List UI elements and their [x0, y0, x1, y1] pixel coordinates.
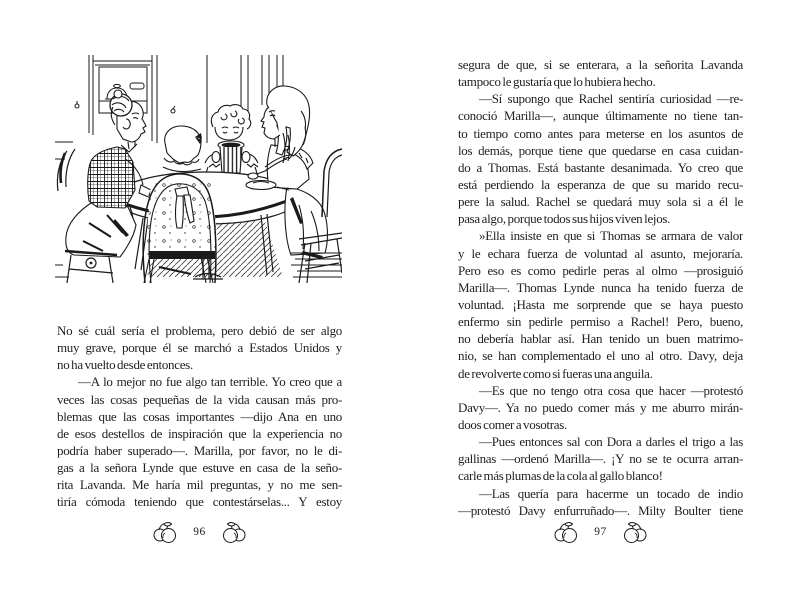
text-line: to tiempo como antes para meterse en los asuntos de	[458, 125, 743, 141]
illustration-family-dinner-table	[55, 55, 342, 283]
text-line: segura de que, si se enterara, a la señorita Lavanda	[458, 57, 743, 72]
text-line: tampoco le gustaría que lo hubiera hecho.	[458, 74, 656, 90]
twin-apples-icon	[622, 520, 649, 544]
text-line: voluntad. ¡Hasta me sorprende que se haya puesto	[458, 296, 743, 312]
twin-apples-icon	[552, 520, 579, 544]
text-line: »Ella insiste en que si Thomas se armara de valor	[479, 228, 743, 244]
text-line: conoció Marilla—, aunque últimamente no tiene tan-	[458, 108, 743, 124]
text-line: carle más plumas de la cola al gallo blanco!	[458, 468, 663, 484]
right-page-footer	[458, 514, 743, 550]
text-line: podría haber superado—. Marilla, por favor, no le di-	[57, 442, 342, 458]
text-line: de revolverte como si fueras una anguila.	[458, 365, 653, 381]
text-line: y le echara fuerza de voluntad al asunto, mejoraría.	[458, 245, 743, 261]
text-line: gas a la señora Lynde que estuve en casa de la seño-	[57, 460, 342, 476]
text-line: nio, se han complementado el uno al otro. Davy, deja	[458, 348, 743, 364]
text-line: pasa algo, porque todos sus hijos viven lejos.	[458, 211, 671, 227]
text-line: doos comer a vosotras.	[458, 416, 567, 432]
text-line: —Es que no tengo otra cosa que hacer —protestó	[479, 382, 743, 398]
text-line: —Pues entonces sal con Dora a darles el trigo a las	[479, 434, 743, 450]
left-page-lines	[57, 322, 342, 511]
text-line: los demás, porque tiene que quedarse en casa cuidan-	[458, 142, 743, 158]
twin-apples-icon	[221, 520, 248, 544]
text-line: Pero eso es como pedirle peras al olmo —prosiguió	[458, 262, 743, 278]
text-line: veces las cosas pequeñas de la vida causan más pro-	[57, 391, 342, 407]
text-line: —protestó Davy enfurruñado—. Milty Boulter tiene	[458, 502, 743, 518]
text-line: pere la salud. Rachel se quedará muy sola si a él le	[458, 194, 743, 210]
text-line: gallinas —ordenó Marilla—. ¡Y no se te ocurra arran-	[458, 451, 743, 467]
text-line: blemas que las cosas importantes —dijo Ana en uno	[57, 408, 342, 424]
text-line: rita Lavanda. Me haría mil preguntas, y no me sen-	[57, 477, 342, 493]
left-page-number: 96	[193, 526, 206, 538]
right-page-number: 97	[594, 526, 607, 538]
text-line: Davy—. Ya no puedo comer más y me aburro mirán-	[458, 399, 743, 415]
text-line: de esos destellos de inspiración que la experiencia no	[57, 425, 342, 441]
text-line: No sé cuál sería el problema, pero debió de ser algo	[57, 323, 342, 338]
text-line: —Sí supongo que Rachel sentiría curiosidad —re-	[479, 91, 743, 107]
text-line: —A lo mejor no fue algo tan terrible. Yo creo que a	[78, 374, 342, 390]
text-line: está perdiendo la esperanza de que su marido recu-	[458, 176, 743, 192]
text-line: Marilla—. Thomas Lynde nunca ha tenido fuerza de	[458, 279, 743, 295]
left-page-footer	[57, 514, 342, 550]
text-line: —Las quería para hacerme un tocado de indio	[479, 485, 743, 501]
text-line: no debería hablar así. Han tenido un buen matrimo-	[458, 331, 743, 347]
right-page-lines	[458, 56, 743, 519]
text-line: do a Thomas. Está bastante desanimada. Yo creo que	[458, 159, 743, 175]
dinner-table-drawing	[55, 55, 342, 283]
text-line: muy grave, porque él se marchó a Estados Unidos y	[57, 340, 342, 356]
text-line: tiría cómoda teniendo que contestárselas... Y estoy	[57, 494, 342, 510]
twin-apples-icon	[151, 520, 178, 544]
text-line: enfermo sin pedirle permiso a Rachel! Pero, bueno,	[458, 314, 743, 330]
text-line: no ha vuelto desde entonces.	[57, 357, 193, 373]
